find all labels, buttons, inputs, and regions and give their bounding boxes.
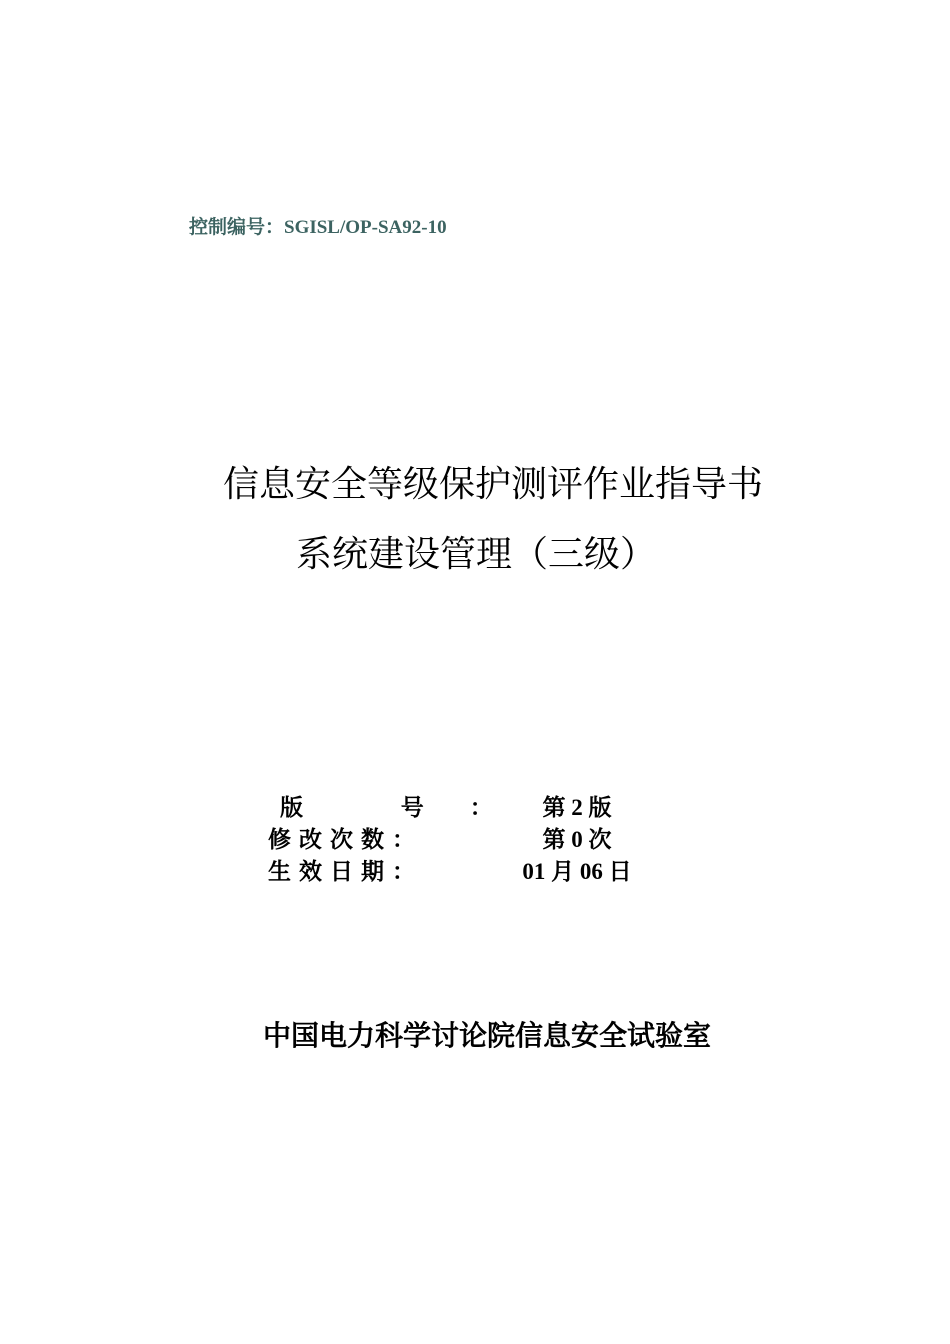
document-subtitle: 系统建设管理（三级） <box>296 534 657 574</box>
document-title: 信息安全等级保护测评作业指导书 <box>222 464 763 504</box>
meta-label-revision: 修改次数： <box>268 827 423 852</box>
meta-value-effective-date: 01 月 06 日 <box>522 859 632 884</box>
meta-value-revision: 第 0 次 <box>542 827 612 852</box>
meta-row-version <box>268 789 688 821</box>
meta-label-effective-date: 生效日期： <box>268 859 423 884</box>
control-number: 控制编号：SGISL/OP-SA92-10 <box>189 217 447 238</box>
document-meta-table <box>268 789 688 885</box>
meta-row-revision <box>268 821 688 853</box>
organization-name: 中国电力科学讨论院信息安全试验室 <box>262 1021 711 1052</box>
meta-label-version: 版 号： <box>280 795 539 820</box>
meta-row-effective-date <box>268 853 688 885</box>
meta-value-version: 第 2 版 <box>542 795 612 820</box>
